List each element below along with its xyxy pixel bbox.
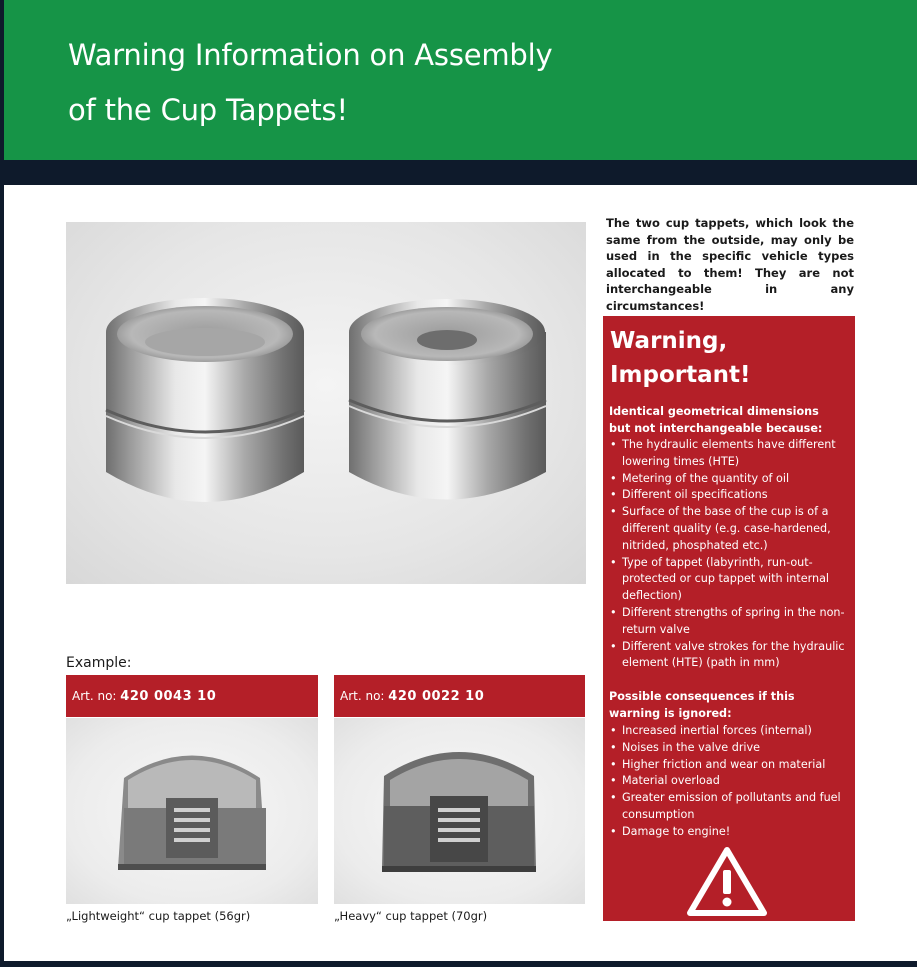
article-label: Art. no: <box>72 689 117 703</box>
cup-tappets-photo <box>66 222 586 584</box>
heavy-tappet-shape <box>349 299 546 500</box>
consequences-list <box>609 723 849 841</box>
article-bar-lightweight <box>66 675 318 717</box>
lightweight-cutaway-illustration <box>66 718 318 904</box>
page-title <box>68 28 552 138</box>
consequence-item: • Noises in the valve drive <box>609 740 849 757</box>
reason-item: • Different oil specifications <box>609 487 849 504</box>
article-number: 420 0043 10 <box>120 689 217 704</box>
reason-item: • The hydraulic elements have different lowering times (HTE) <box>609 437 849 471</box>
reason-item: • Different strengths of spring in the non-return valve <box>609 605 849 639</box>
bottom-band <box>4 961 917 967</box>
reason-item: • Surface of the base of the cup is of a different quality (e.g. case-hardened, nitrided, phosphated etc.) <box>609 504 849 554</box>
title-line-1: Warning Information on Assembly <box>68 38 553 72</box>
article-bar-heavy <box>334 675 585 717</box>
reasons-heading: Identical geometrical dimensions but not interchangeable because: <box>609 405 823 435</box>
consequence-item: • Higher friction and wear on material <box>609 757 849 774</box>
heavy-caption: „Heavy“ cup tappet (70gr) <box>334 909 488 923</box>
example-label: Example: <box>66 655 132 671</box>
cup-tappets-illustration <box>66 222 586 584</box>
consequence-item: • Material overload <box>609 773 849 790</box>
warning-title <box>610 324 751 392</box>
warning-triangle-icon <box>687 846 767 916</box>
header-divider-band <box>4 160 917 185</box>
article-label: Art. no: <box>340 689 385 703</box>
reasons-list <box>609 437 849 672</box>
article-number: 420 0022 10 <box>388 689 485 704</box>
consequence-item: • Damage to engine! <box>609 824 849 841</box>
warning-title-line-2: Important! <box>610 362 751 388</box>
lightweight-tappet-cutaway-photo <box>66 718 318 904</box>
reason-item: • Type of tappet (labyrinth, run-out-protected or cup tappet with internal deflection) <box>609 555 849 605</box>
heavy-cutaway-illustration <box>334 718 585 904</box>
reason-item: • Different valve strokes for the hydraulic element (HTE) (path in mm) <box>609 639 849 673</box>
lightweight-caption: „Lightweight“ cup tappet (56gr) <box>66 909 251 923</box>
consequences-heading: Possible consequences if this warning is ignored: <box>609 690 795 720</box>
intro-paragraph: The two cup tappets, which look the same from the outside, may only be used in the specific vehicle types allocated to them! They are not interchangeable in any circumstances! <box>606 216 854 313</box>
header-banner <box>4 0 917 160</box>
consequence-item: • Greater emission of pollutants and fuel consumption <box>609 790 849 824</box>
warning-box <box>603 316 855 921</box>
title-line-2: of the Cup Tappets! <box>68 93 348 127</box>
heavy-tappet-cutaway-photo <box>334 718 585 904</box>
warning-title-line-1: Warning, <box>610 328 728 354</box>
reason-item: • Metering of the quantity of oil <box>609 471 849 488</box>
consequence-item: • Increased inertial forces (internal) <box>609 723 849 740</box>
lightweight-tappet-shape <box>106 298 304 502</box>
